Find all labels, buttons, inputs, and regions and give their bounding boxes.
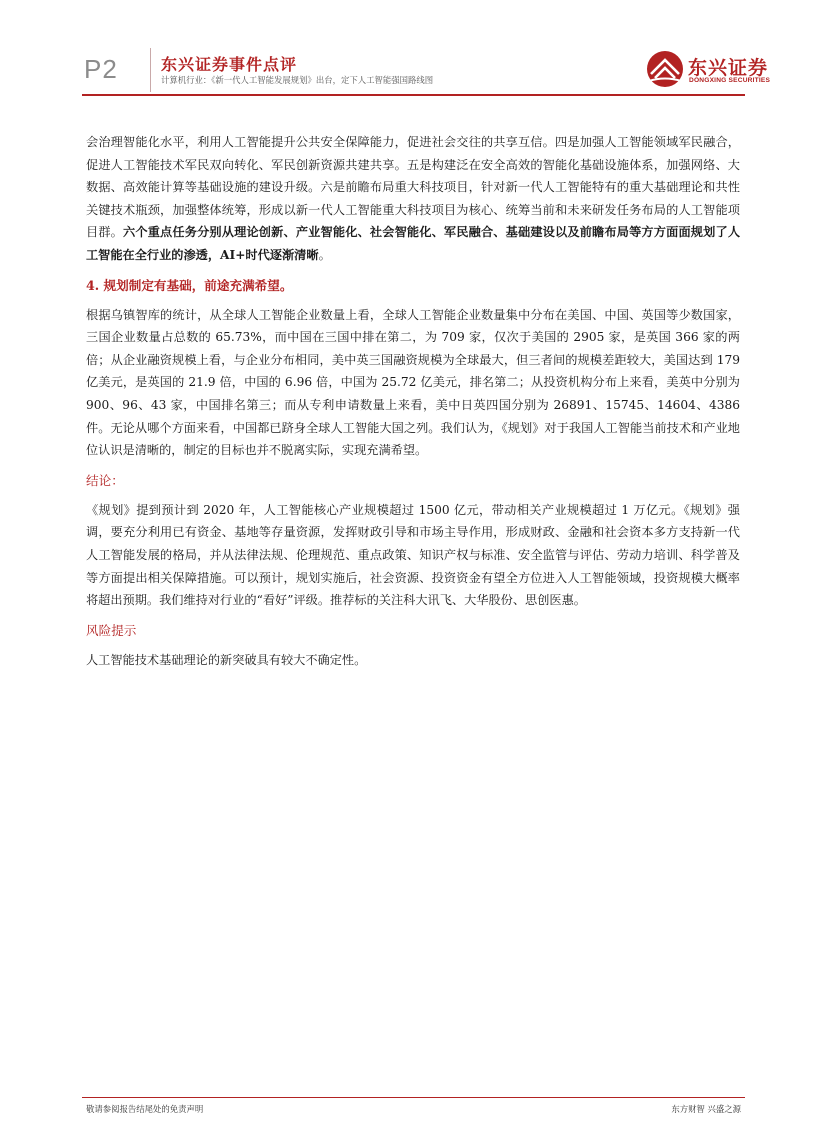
- disclaimer-note: 敬请参阅报告结尾处的免责声明: [86, 1104, 204, 1114]
- section-heading-4: 4. 规划制定有基础，前途充满希望。: [86, 277, 293, 293]
- paragraph-conclusion: 《规划》提到预计到 2020 年，人工智能核心产业规模超过 1500 亿元，带动相关产业规模超过 1 万亿元。《规划》强调，要充分利用已有资金、基地等存量资源，发挥财政引导和市场主导作用，形成财政、金融和社会资本多方支持新一代人工智能发展的格局，并从法律法规、伦理规范、重点政策、知识产权与标准、安全监管与评估、劳动力培训、科学普及等方面提出相关保障措施。可以预计，规划实施后，社会资源、投资资金有望全方位进入人工智能领域，投资规模大概率将超出预期。我们维持对行业的“看好”评级。推荐标的关注科大讯飞、大华股份、思创医惠。: [86, 502, 740, 608]
- paragraph-tasks: [86, 131, 740, 267]
- paragraph-risk: 人工智能技术基础理论的新突破具有较大不确定性。: [86, 652, 367, 667]
- tasks-end: 。: [318, 247, 331, 262]
- report-body: [86, 131, 740, 671]
- header-divider: [150, 48, 151, 92]
- paragraph-foundation: 根据乌镇智库的统计，从全球人工智能企业数量上看，全球人工智能企业数量集中分布在美国、中国、英国等少数国家，三国企业数量占总数的 65.73%，而中国在三国中排在第二，为 709 家，仅次于美国的 2905 家，是英国 366 家的两倍；从企业融资规模上看，与企业分布相同，美中英三国融资规模为全球最大，但三者间的规模差距较大，美国达到 179 亿美元，是英国的 21.9 倍，中国的 6.96 倍，中国为 25.72 亿美元，排名第二；从投资机构分布上来看，美英中分别为 900、96、43 家，中国排名第三；而从专利申请数量上来看，美中日英四国分别为 26891、15745、14604、4386 件。无论从哪个方面来看，中国都已跻身全球人工智能大国之列。我们认为，《规划》对于我国人工智能当前技术和产业地位认识是清晰的，制定的目标也并不脱离实际，实现充满希望。: [86, 307, 740, 458]
- logo-text-en: DONGXING SECURITIES: [689, 77, 771, 84]
- conclusion-heading: 结论：: [86, 472, 124, 488]
- logo-text-cn: 东兴证券: [688, 57, 769, 79]
- report-type: 东兴证券事件点评: [161, 55, 298, 74]
- report-subtitle: 计算机行业：《新一代人工智能发展规划》出台，定下人工智能强国路线图: [161, 75, 434, 85]
- footer-rule: [82, 1097, 745, 1098]
- page-number: P2: [84, 54, 118, 84]
- logo-mark-icon: [646, 50, 684, 88]
- footer-slogan: 东方财智 兴盛之源: [671, 1104, 741, 1114]
- tasks-text: 会治理智能化水平，利用人工智能提升公共安全保障能力，促进社会交往的共享互信。四是加强人工智能领域军民融合，促进人工智能技术军民双向转化、军民创新资源共建共享。五是构建泛在安全高效的智能化基础设施体系，加强网络、大数据、高效能计算等基础设施的建设升级。六是前瞻布局重大科技项目，针对新一代人工智能特有的重大基础理论和共性关键技术瓶颈，加强整体统筹，形成以新一代人工智能重大科技项目为核心、统筹当前和未来研发任务布局的人工智能项目群。: [86, 135, 740, 240]
- risk-heading: 风险提示: [86, 622, 137, 638]
- tasks-highlight: 六个重点任务分别从理论创新、产业智能化、社会智能化、军民融合、基础建设以及前瞻布局等方方面面规划了人工智能在全行业的渗透，AI+时代逐渐清晰: [86, 225, 741, 262]
- header-rule: [82, 94, 745, 96]
- company-logo: [646, 50, 774, 90]
